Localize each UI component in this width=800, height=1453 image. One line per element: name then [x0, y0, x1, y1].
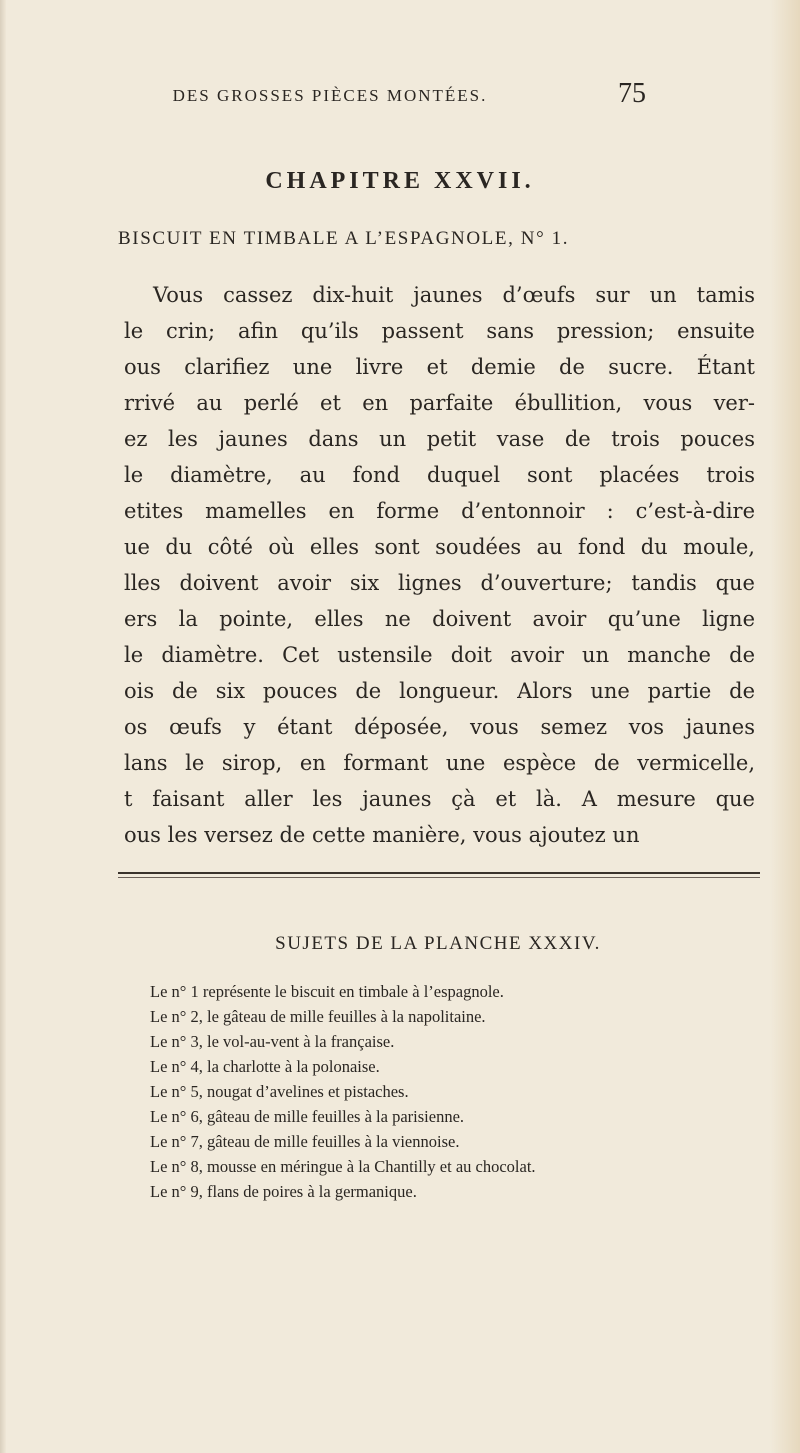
body-line: ois de six pouces de longueur. Alors une partie de — [124, 679, 755, 703]
running-head — [0, 78, 800, 114]
body-line: lans le sirop, en formant une espèce de vermicelle, — [124, 751, 755, 775]
plate-item: Le n° 8, mousse en méringue à la Chantilly et au chocolat. — [150, 1157, 536, 1176]
section-rule — [118, 872, 760, 874]
section-rule-thin — [118, 877, 760, 878]
plate-item: Le n° 9, flans de poires à la germanique. — [150, 1182, 417, 1201]
body-line: ers la pointe, elles ne doivent avoir qu’une ligne — [124, 607, 755, 631]
plate-heading: SUJETS DE LA PLANCHE XXXIV. — [275, 933, 601, 954]
body-line: Vous cassez dix-huit jaunes d’œufs sur un tamis — [153, 283, 755, 307]
plate-item: Le n° 7, gâteau de mille feuilles à la viennoise. — [150, 1132, 460, 1151]
body-line: ous les versez de cette manière, vous ajoutez un — [124, 823, 640, 847]
body-line: rrivé au perlé et en parfaite ébullition, vous ver- — [124, 391, 755, 415]
plate-item: Le n° 6, gâteau de mille feuilles à la parisienne. — [150, 1107, 465, 1126]
body-line: le diamètre, au fond duquel sont placées trois — [124, 463, 755, 487]
body-line: os œufs y étant déposée, vous semez vos jaunes — [124, 715, 755, 739]
body-line: le crin; afin qu’ils passent sans pression; ensuite — [124, 319, 755, 343]
body-line: le diamètre. Cet ustensile doit avoir un manche de — [124, 643, 755, 667]
body-line: ez les jaunes dans un petit vase de trois pouces — [124, 427, 755, 451]
body-line: ous clarifiez une livre et demie de sucre. Étant — [124, 355, 755, 379]
plate-item: Le n° 1 représente le biscuit en timbale à l’espagnole. — [150, 982, 504, 1001]
body-line: ue du côté où elles sont soudées au fond du moule, — [124, 535, 755, 559]
plate-list — [150, 982, 770, 1207]
body-line: t faisant aller les jaunes çà et là. A mesure que — [124, 787, 755, 811]
plate-item: Le n° 5, nougat d’avelines et pistaches. — [150, 1082, 409, 1101]
body-line: lles doivent avoir six lignes d’ouverture; tandis que — [124, 571, 755, 595]
running-head-title: DES GROSSES PIÈCES MONTÉES. — [172, 86, 488, 105]
plate-item: Le n° 2, le gâteau de mille feuilles à la napolitaine. — [150, 1007, 486, 1026]
chapter-heading: CHAPITRE XXVII. — [265, 168, 535, 194]
recipe-title: BISCUIT EN TIMBALE A L’ESPAGNOLE, N° 1. — [118, 228, 570, 249]
plate-item: Le n° 3, le vol-au-vent à la française. — [150, 1032, 395, 1051]
body-line: etites mamelles en forme d’entonnoir : c’est-à-dire — [124, 499, 755, 523]
plate-item: Le n° 4, la charlotte à la polonaise. — [150, 1057, 380, 1076]
page-number: 75 — [618, 78, 646, 109]
